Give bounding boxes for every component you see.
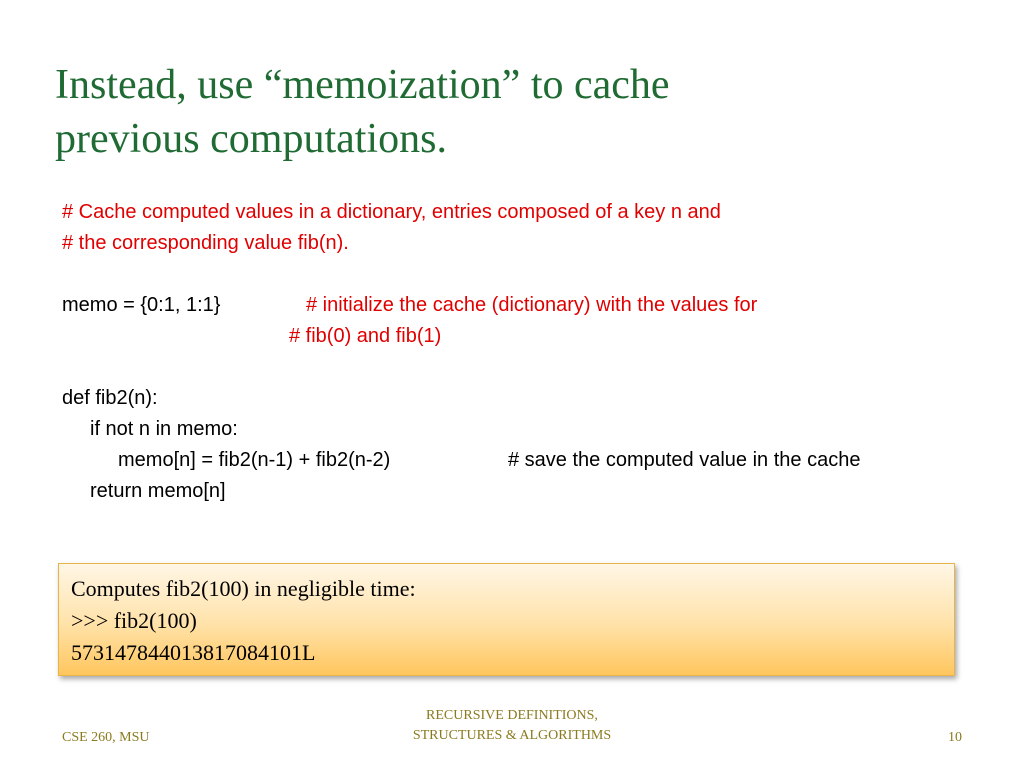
code-comment-line-2: # the corresponding value fib(n).: [62, 232, 349, 254]
code-assign: memo[n] = fib2(n-1) + fib2(n-2): [118, 449, 391, 471]
footer-topic: [362, 706, 662, 746]
code-blank-line: [62, 352, 982, 383]
code-comment-init: # initialize the cache (dictionary) with the values for: [306, 294, 758, 316]
code-comment-save: # save the computed value in the cache: [508, 449, 861, 471]
code-return-line: return memo[n]: [90, 480, 226, 502]
code-memo-init: memo = {0:1, 1:1}: [62, 294, 221, 316]
slide-title: [55, 58, 985, 166]
code-comment-fib-base: # fib(0) and fib(1): [289, 325, 442, 347]
code-assign-line: [62, 445, 982, 476]
code-if-line: if not n in memo:: [90, 418, 238, 440]
code-line-memo-init: [62, 290, 982, 321]
result-line-3: 573147844013817084101L: [71, 640, 316, 665]
result-box: [58, 563, 955, 676]
page-number: 10: [948, 730, 962, 745]
code-def-line: def fib2(n):: [62, 387, 158, 409]
footer-topic-line-1: RECURSIVE DEFINITIONS,: [426, 708, 598, 723]
result-line-1: Computes fib2(100) in negligible time:: [71, 576, 416, 601]
code-block: [62, 197, 982, 507]
code-blank-line: [62, 259, 982, 290]
slide-title-line-1: Instead, use “memoization” to cache: [55, 62, 670, 108]
code-comment-line-1: # Cache computed values in a dictionary, entries composed of a key n and: [62, 201, 721, 223]
result-line-2: >>> fib2(100): [71, 608, 197, 633]
footer-course: CSE 260, MSU: [62, 730, 150, 745]
slide-title-line-2: previous computations.: [55, 116, 447, 162]
footer-topic-line-2: STRUCTURES & ALGORITHMS: [412, 728, 612, 743]
